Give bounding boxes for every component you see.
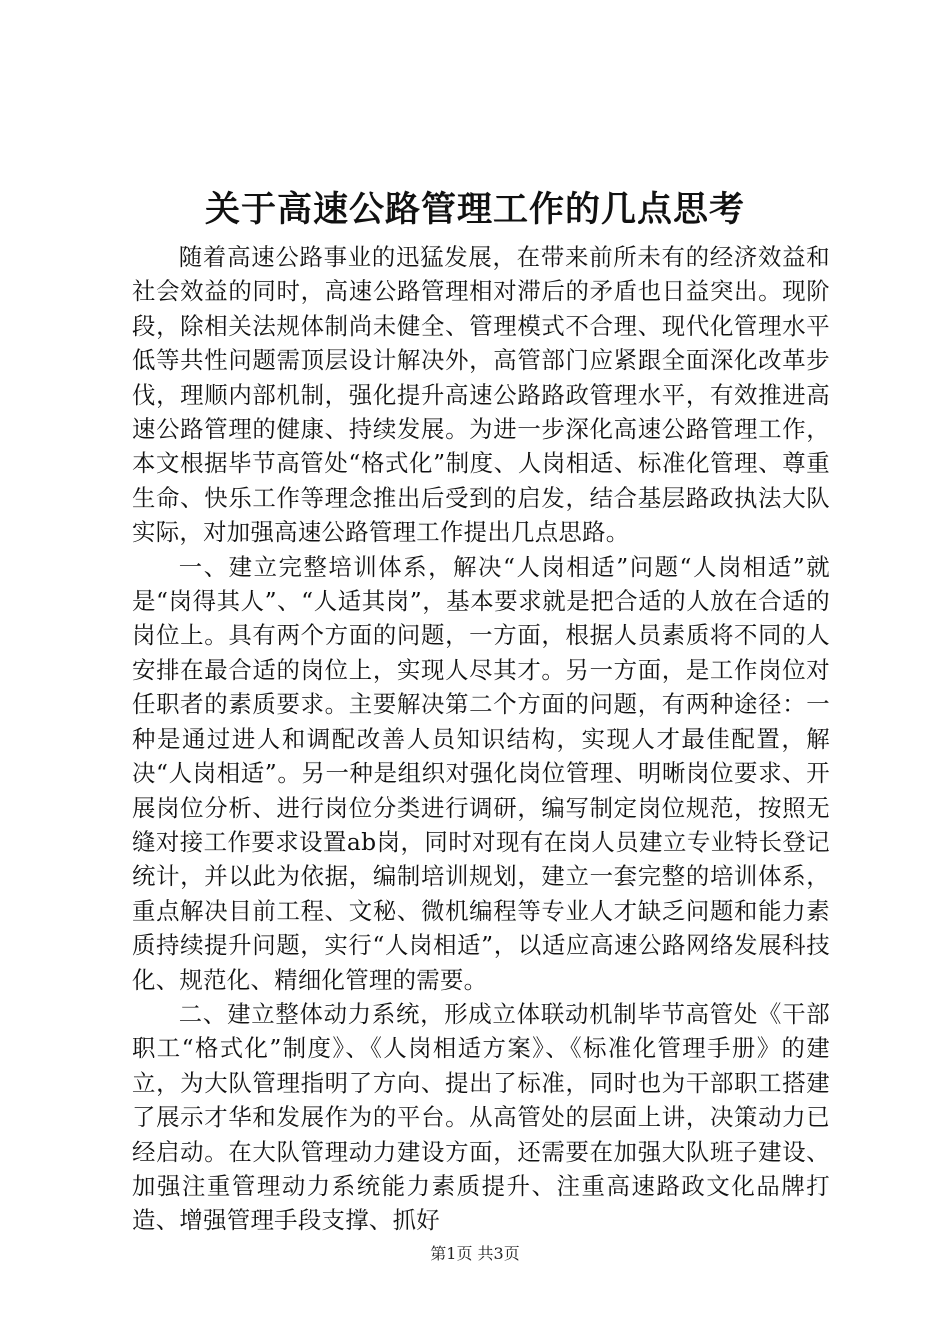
document-title: 关于高速公路管理工作的几点思考	[204, 189, 745, 230]
paragraph-section-two: 二、建立整体动力系统，形成立体联动机制毕节高管处《干部职工“格式化”制度》、《人岗相适方案》、《标准化管理手册》的建立，为大队管理指明了方向、提出了标准，同时也为干部职工搭建了展示才华和发展作为的平台。从高管处的层面上讲，决策动力已经启动。在大队管理动力建设方面，还需要在加强大队班子建设、加强注重管理动力系统能力素质提升、注重高速路政文化品牌打造、增强管理手段支撑、抓好	[132, 999, 830, 1235]
paragraph-section-one: 一、建立完整培训体系，解决“人岗相适”问题“人岗相适”就是“岗得其人”、“人适其岗”，基本要求就是把合适的人放在合适的岗位上。具有两个方面的问题，一方面，根据人员素质将不同的人安排在最合适的岗位上，实现人尽其才。另一方面，是工作岗位对任职者的素质要求。主要解决第二个方面的问题，有两种途径：一种是通过进人和调配改善人员知识结构，实现人才最佳配置，解决“人岗相适”。另一种是组织对强化岗位管理、明晰岗位要求、开展岗位分析、进行岗位分类进行调研，编写制定岗位规范，按照无缝对接工作要求设置ab岗，同时对现有在岗人员建立专业特长登记统计，并以此为依据，编制培训规划，建立一套完整的培训体系，重点解决目前工程、文秘、微机编程等专业人才缺乏问题和能力素质持续提升问题，实行“人岗相适”，以适应高速公路网络发展科技化、规范化、精细化管理的需要。	[132, 552, 830, 994]
document-body	[132, 240, 830, 1238]
paragraph-intro: 随着高速公路事业的迅猛发展，在带来前所未有的经济效益和社会效益的同时，高速公路管理相对滞后的矛盾也日益突出。现阶段，除相关法规体制尚未健全、管理模式不合理、现代化管理水平低等共性问题需顶层设计解决外，高管部门应紧跟全面深化改革步伐，理顺内部机制，强化提升高速公路路政管理水平，有效推进高速公路管理的健康、持续发展。为进一步深化高速公路管理工作，本文根据毕节高管处“格式化”制度、人岗相适、标准化管理、尊重生命、快乐工作等理念推出后受到的启发，结合基层路政执法大队实际，对加强高速公路管理工作提出几点思路。	[132, 243, 830, 547]
page-footer: 第1页 共3页	[430, 1244, 520, 1263]
